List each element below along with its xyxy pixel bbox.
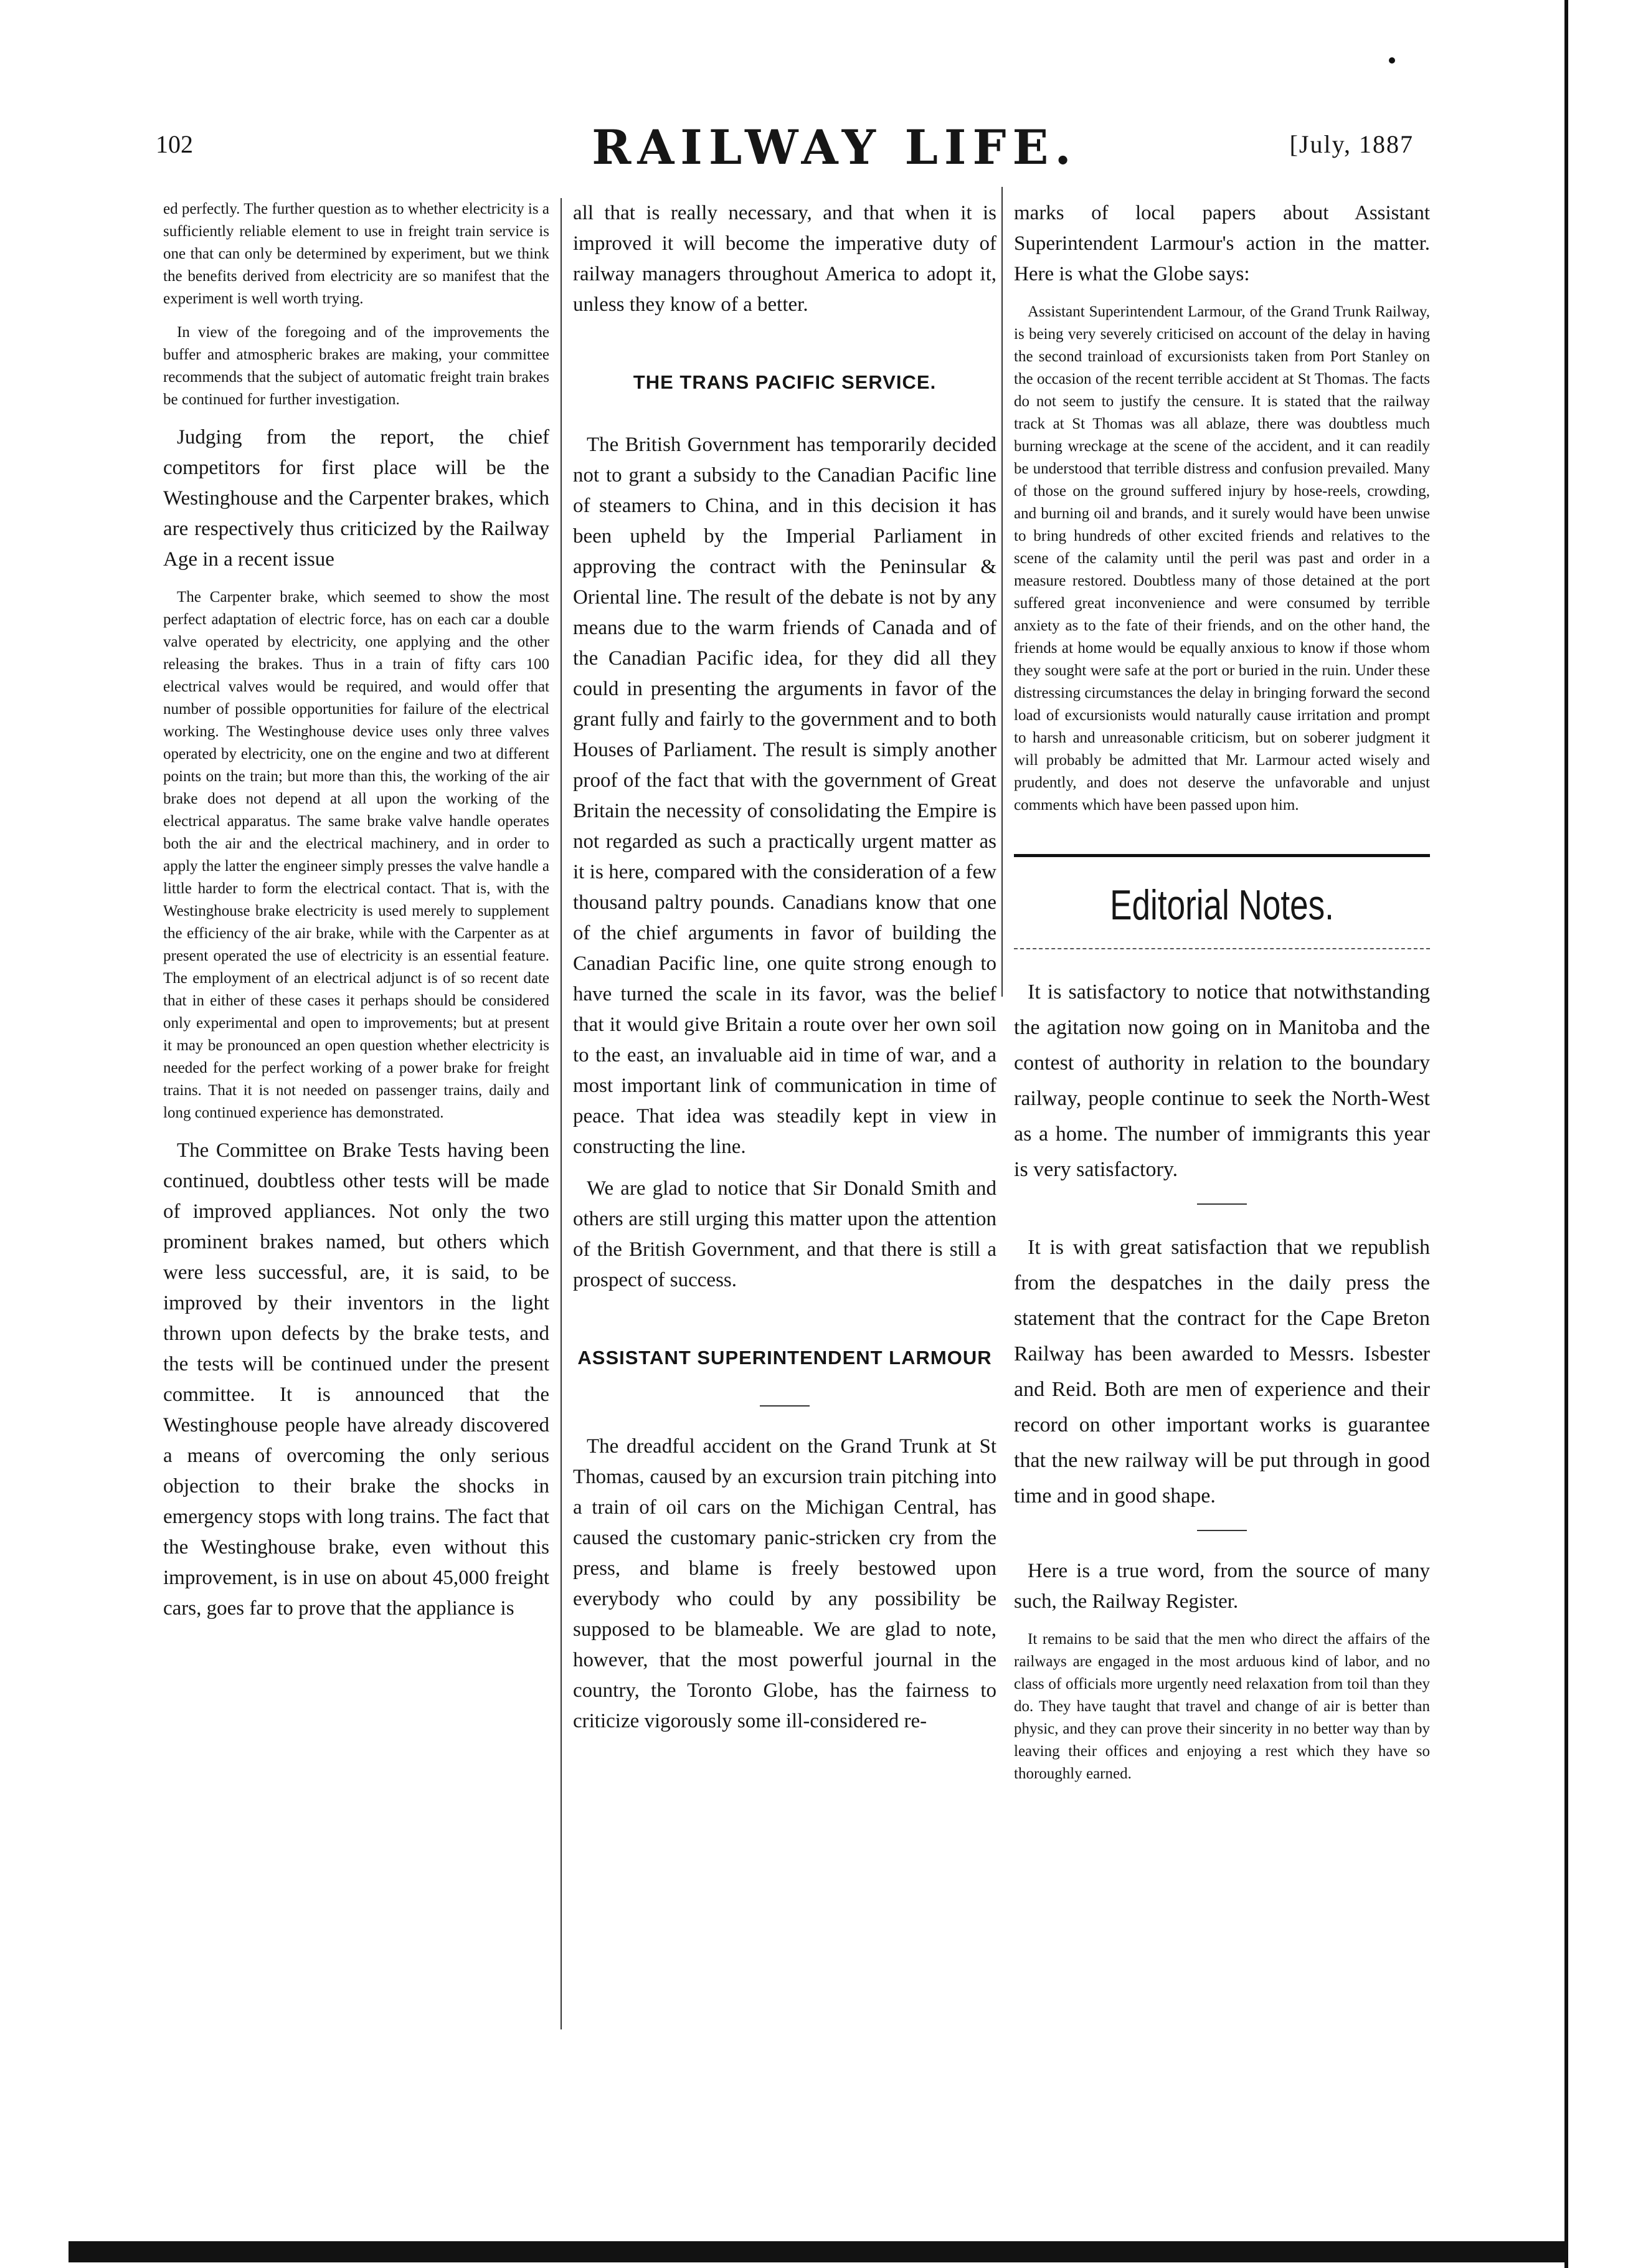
short-rule [1197, 1203, 1247, 1205]
editorial-note: Here is a true word, from the source of many such, the Railway Register. [1014, 1560, 1430, 1613]
section-rule [1014, 854, 1430, 857]
section-heading: Editorial Notes. [1110, 881, 1334, 929]
page-number: 102 [156, 130, 193, 158]
col2-paragraph: The British Government has temporarily decided not to grant a subsidy to the Canadian Pacific line of steamers to China, and in this decision it has been upheld by the Imperial Parliament in approving the contract with the Peninsular & Oriental line. The result of the debate is not by any means due to the warm friends of Canada and of the Canadian Pacific idea, for they did all they could in presenting the arguments in favor of the grant fully and fairly to the government and to both Houses of Parliament. The result is simply another proof of the fact that with the government of Great Britain the necessity of consolidating the Empire is not regarded as such a practically urgent matter as it is here, compared with the consideration of a few thousand paltry pounds. Canadians know that one of the chief arguments in favor of building the Canadian Pacific line, one quite strong enough to have turned the scale in its favor, was the belief that it would give Britain a route over her own soil to the east, an invaluable aid in time of war, and a most important link of communication in time of peace. That idea was steadily kept in view in constructing the line. [573, 434, 996, 1158]
col2-paragraph: all that is really necessary, and that when it is improved it will become the imperative duty of railway managers throughout America to adopt it, unless they know of a better. [573, 202, 996, 316]
column-1 [163, 198, 549, 1635]
bottom-edge-rule [69, 2241, 1568, 2262]
masthead-title: RAILWAY LIFE. [592, 120, 1077, 175]
col3-paragraph: marks of local papers about Assistant Superintendent Larmour's action in the matter. Here is what the Globe says: [1014, 202, 1430, 285]
page-edge-rule [1564, 0, 1568, 2268]
article-heading: THE TRANS PACIFIC SERVICE. [633, 371, 937, 393]
editorial-note: It is with great satisfaction that we republish from the despatches in the daily press the statement that the contract for the Cape Breton Railway has been awarded to Messrs. Isbester and Reid. Both are men of experience and their record on other important works is guarantee that the new railway will be put through in good time and in good shape. [1014, 1236, 1430, 1507]
editorial-quote: It remains to be said that the men who direct the affairs of the railways are engaged in the most arduous kind of labor, and no class of officials more urgently need relaxation from toil than they do. They have taught that travel and change of air is better than physic, and they can prove their sincerity in no better way than by leaving their offices and enjoying a rest which they have so thoroughly earned. [1014, 1631, 1430, 1782]
article-heading: ASSISTANT SUPERINTENDENT LARMOUR [577, 1347, 992, 1369]
col2-paragraph: We are glad to notice that Sir Donald Smith and others are still urging this matter upon the attention of the British Government, and that there is still a prospect of success. [573, 1177, 996, 1291]
short-rule [760, 1405, 810, 1407]
col1-paragraph: The Committee on Brake Tests having been continued, doubtless other tests will be made of improved appliances. Not only the two prominent brakes named, but others which were less successful, are, it is said, to be improved by their inventors in the light thrown upon defects by the brake tests, and the tests will be continued under the present committee. It is announced that the Westinghouse people have already discovered a means of overcoming the only serious objection to their brake the shocks in emergency stops with long trains. The fact that the Westinghouse brake, even without this improvement, is in use on about 45,000 freight cars, goes far to prove that the appliance is [163, 1139, 549, 1620]
column-divider [1001, 187, 1003, 997]
ink-speck [1389, 57, 1395, 64]
column-divider [561, 198, 562, 2029]
col1-paragraph: In view of the foregoing and of the improvements the buffer and atmospheric brakes are making, your committee recommends that the subject of automatic freight train brakes be continued for further investigation. [163, 324, 549, 408]
col1-paragraph: Judging from the report, the chief competitors for first place will be the Westinghouse and the Carpenter brakes, which are respectively thus criticized by the Railway Age in a recent issue [163, 426, 549, 571]
page-header [156, 120, 1414, 175]
column-3 [1014, 198, 1430, 1796]
col1-quote: The Carpenter brake, which seemed to show the most perfect adaptation of electric force, has on each car a double valve operated by electricity, one applying and the other releasing the brakes. Thus in a train of fifty cars 100 electrical valves would be required, and would offer that number of possible opportunities for failure of the electrical working. The Westinghouse device uses only three valves operated by electricity, one on the engine and two at different points on the train; but more than this, the working of the air brake does not depend at all upon the working of the electrical apparatus. The same brake valve handle operates both the air and the electrical machinery, and in order to apply the latter the engineer simply presses the valve handle a little harder to form the electrical contact. That is, with the Westinghouse brake electricity is used merely to supplement the efficiency of the air brake, while with the Carpenter as at present operated the use of electricity is an essential feature. The employment of an electrical adjunct is of so recent date that in either of these cases it perhaps should be considered only experimental and open to improvements; but at present it may be pronounced an open question whether electricity is needed for the perfect working of a power brake for freight trains. That it is not needed on passenger trains, daily and long continued experience has demonstrated. [163, 589, 549, 1121]
col2-paragraph: The dreadful accident on the Grand Trunk at St Thomas, caused by an excursion train pitching into a train of oil cars on the Michigan Central, has caused the customary panic-stricken cry from the press, and blame is freely bestowed upon everybody who could by any possibility be supposed to be blameable. We are glad to note, however, that the most powerful journal in the country, the Toronto Globe, has the fairness to criticize vigorously some ill-considered re- [573, 1435, 996, 1732]
editorial-note: It is satisfactory to notice that notwithstanding the agitation now going on in Manitoba and the contest of authority in relation to the boundary railway, people continue to seek the North-West as a home. The number of immigrants this year is very satisfactory. [1014, 980, 1430, 1181]
col1-paragraph: ed perfectly. The further question as to whether electricity is a sufficiently reliable element to use in freight train service is one that can only be determined by experiment, but we think the benefits derived from electricity are so manifest that the experiment is well worth trying. [163, 201, 549, 307]
dashed-rule [1014, 948, 1430, 949]
issue-date: [July, 1887 [1289, 130, 1414, 158]
col3-quote: Assistant Superintendent Larmour, of the Grand Trunk Railway, is being very severely criticised on account of the delay in having the second trainload of excursionists taken from Port Stanley on the occasion of the recent terrible accident at St Thomas. The facts do not seem to justify the censure. It is stated that the railway track at St Thomas was all ablaze, there was doubtless much burning wreckage at the scene of the accident, and it can readily be understood that terrible distress and confusion prevailed. Many of those on the ground suffered injury by hose-reels, crowding, and burning oil and brands, and it surely would have been unwise to bring hundreds of other excited friends and relatives to the scene of the calamity until the peril was past and order in a measure restored. Doubtless many of those detained at the port suffered great inconvenience and were consumed by terrible anxiety as to the fate of their friends, and on the other hand, the friends at home would be equally anxious to know if those whom they sought were safe at the port or buried in the ruin. Under these distressing circumstances the delay in bringing forward the second load of excursionists would naturally cause irritation and prompt to harsh and unreasonable criticism, but on soberer judgment it will probably be admitted that Mr. Larmour acted wisely and prudently, and does not deserve the unfavorable and unjust comments which have been passed upon him. [1014, 303, 1430, 814]
column-2 [573, 198, 996, 1748]
short-rule [1197, 1530, 1247, 1531]
